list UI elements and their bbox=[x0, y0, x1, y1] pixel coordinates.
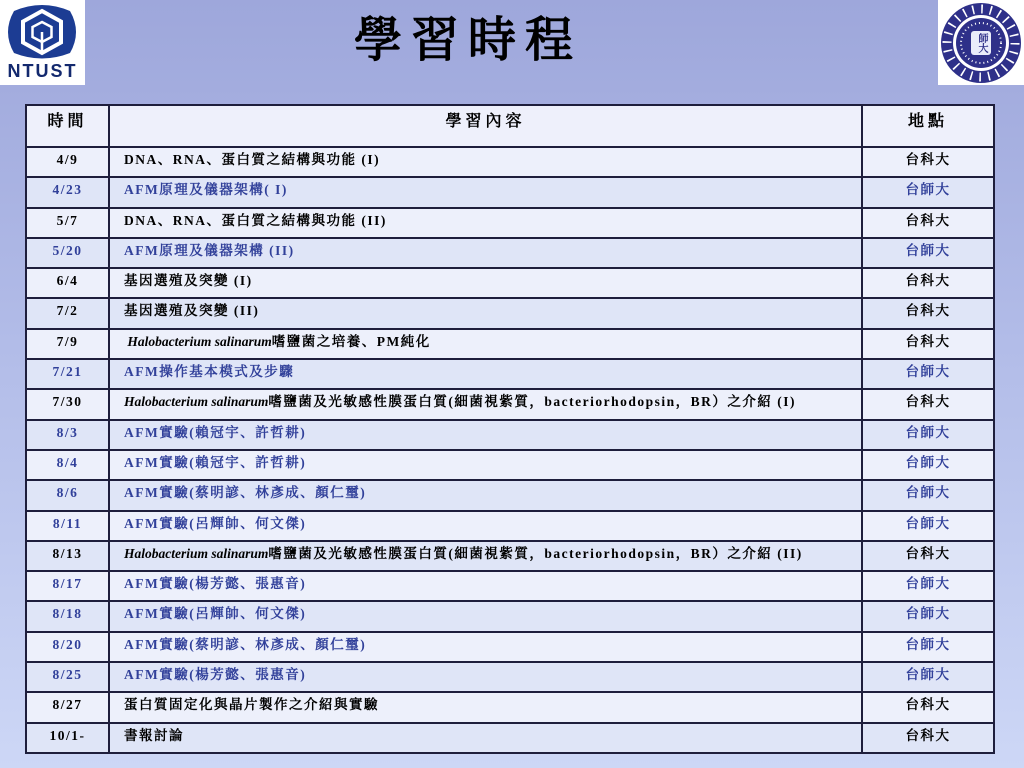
row-topic bbox=[109, 601, 862, 631]
schedule-row bbox=[26, 723, 994, 753]
row-topic bbox=[109, 147, 862, 177]
schedule-row bbox=[26, 541, 994, 571]
row-topic bbox=[109, 692, 862, 722]
row-date: 7/2 bbox=[26, 298, 109, 328]
row-topic-text: AFM實驗(蔡明諺、林彥成、顏仁璽) bbox=[124, 485, 367, 501]
schedule-row bbox=[26, 511, 994, 541]
schedule-row bbox=[26, 480, 994, 510]
schedule-row bbox=[26, 601, 994, 631]
row-location: 台科大 bbox=[862, 329, 994, 359]
row-topic-text: AFM實驗(賴冠宇、許哲耕) bbox=[124, 454, 307, 470]
row-date: 7/30 bbox=[26, 389, 109, 419]
schedule-row bbox=[26, 359, 994, 389]
row-location: 台師大 bbox=[862, 632, 994, 662]
schedule-table bbox=[25, 104, 995, 754]
schedule-header-row bbox=[26, 105, 994, 147]
row-topic-text: 書報討論 bbox=[124, 727, 184, 743]
row-location: 台師大 bbox=[862, 480, 994, 510]
row-topic bbox=[109, 177, 862, 207]
row-topic bbox=[109, 571, 862, 601]
row-topic-text: AFM實驗(呂輝帥、何文傑) bbox=[124, 606, 307, 622]
row-topic-text: DNA、RNA、蛋白質之結構與功能 (II) bbox=[124, 212, 387, 228]
schedule-row bbox=[26, 177, 994, 207]
row-topic-text: AFM原理及儀器架構( I) bbox=[124, 182, 288, 198]
row-date: 5/20 bbox=[26, 238, 109, 268]
row-topic bbox=[109, 541, 862, 571]
schedule-row bbox=[26, 389, 994, 419]
schedule-row bbox=[26, 571, 994, 601]
row-topic bbox=[109, 389, 862, 419]
row-location: 台師大 bbox=[862, 177, 994, 207]
schedule-row bbox=[26, 208, 994, 238]
ntust-logo bbox=[0, 0, 85, 85]
row-topic-text: AFM實驗(呂輝帥、何文傑) bbox=[124, 515, 307, 531]
row-topic-species: Halobacterium salinarum bbox=[124, 394, 269, 410]
schedule-row bbox=[26, 298, 994, 328]
row-topic bbox=[109, 208, 862, 238]
row-topic bbox=[109, 420, 862, 450]
row-date: 5/7 bbox=[26, 208, 109, 238]
row-topic bbox=[109, 329, 862, 359]
header-content: 學習內容 bbox=[109, 105, 862, 147]
row-location: 台科大 bbox=[862, 723, 994, 753]
row-location: 台師大 bbox=[862, 238, 994, 268]
schedule-row bbox=[26, 420, 994, 450]
row-topic-text: AFM實驗(楊芳懿、張惠音) bbox=[124, 667, 307, 683]
row-date: 4/23 bbox=[26, 177, 109, 207]
row-topic bbox=[109, 359, 862, 389]
row-topic-text: 嗜鹽菌及光敏感性膜蛋白質(細菌視紫質，bacteriorhodopsin，BR）之介紹 (I) bbox=[268, 394, 797, 410]
schedule-row bbox=[26, 329, 994, 359]
row-date: 10/1- bbox=[26, 723, 109, 753]
row-location: 台師大 bbox=[862, 662, 994, 692]
row-topic-text: AFM實驗(蔡明諺、林彥成、顏仁璽) bbox=[124, 636, 367, 652]
slide-title: 學習時程 bbox=[353, 14, 582, 67]
row-date: 8/13 bbox=[26, 541, 109, 571]
row-date: 8/17 bbox=[26, 571, 109, 601]
row-topic bbox=[109, 632, 862, 662]
row-topic-text: AFM實驗(楊芳懿、張惠音) bbox=[124, 576, 307, 592]
schedule-row bbox=[26, 238, 994, 268]
row-topic bbox=[109, 662, 862, 692]
row-location: 台科大 bbox=[862, 147, 994, 177]
row-topic bbox=[109, 450, 862, 480]
row-topic-text: AFM操作基本模式及步驟 bbox=[124, 364, 295, 380]
row-topic bbox=[109, 480, 862, 510]
row-date: 7/21 bbox=[26, 359, 109, 389]
row-date: 8/6 bbox=[26, 480, 109, 510]
row-location: 台師大 bbox=[862, 511, 994, 541]
row-location: 台科大 bbox=[862, 692, 994, 722]
row-date: 8/20 bbox=[26, 632, 109, 662]
row-location: 台師大 bbox=[862, 420, 994, 450]
row-topic-text: AFM原理及儀器架構 (II) bbox=[124, 242, 295, 258]
row-topic bbox=[109, 723, 862, 753]
ntnu-emblem-text: 師大 bbox=[976, 33, 987, 53]
row-topic bbox=[109, 511, 862, 541]
row-location: 台師大 bbox=[862, 359, 994, 389]
row-date: 8/18 bbox=[26, 601, 109, 631]
row-date: 8/27 bbox=[26, 692, 109, 722]
row-topic bbox=[109, 268, 862, 298]
row-location: 台師大 bbox=[862, 450, 994, 480]
row-topic bbox=[109, 238, 862, 268]
row-topic-text: 基因選殖及突變 (I) bbox=[124, 273, 253, 289]
row-topic-species: Halobacterium salinarum bbox=[124, 545, 269, 561]
row-topic-text: 基因選殖及突變 (II) bbox=[124, 303, 260, 319]
row-location: 台科大 bbox=[862, 268, 994, 298]
row-date: 7/9 bbox=[26, 329, 109, 359]
row-topic-text: AFM實驗(賴冠宇、許哲耕) bbox=[124, 424, 307, 440]
row-date: 8/3 bbox=[26, 420, 109, 450]
schedule-row bbox=[26, 662, 994, 692]
row-topic-text: DNA、RNA、蛋白質之結構與功能 (I) bbox=[124, 152, 381, 167]
ntust-logo-text: NTUST bbox=[7, 61, 78, 81]
schedule-row bbox=[26, 268, 994, 298]
schedule-row bbox=[26, 147, 994, 177]
row-date: 6/4 bbox=[26, 268, 109, 298]
schedule-header bbox=[26, 105, 994, 147]
row-date: 4/9 bbox=[26, 147, 109, 177]
schedule-row bbox=[26, 692, 994, 722]
row-location: 台科大 bbox=[862, 208, 994, 238]
row-location: 台科大 bbox=[862, 298, 994, 328]
row-topic-species: Halobacterium salinarum bbox=[124, 333, 272, 349]
row-date: 8/4 bbox=[26, 450, 109, 480]
row-topic-text: 蛋白質固定化與晶片製作之介紹與實驗 bbox=[124, 697, 379, 713]
ntnu-logo bbox=[938, 0, 1024, 85]
row-topic-text: 嗜鹽菌及光敏感性膜蛋白質(細菌視紫質，bacteriorhodopsin，BR）之介紹 (II) bbox=[268, 545, 803, 561]
row-date: 8/25 bbox=[26, 662, 109, 692]
row-location: 台師大 bbox=[862, 601, 994, 631]
header-location: 地點 bbox=[862, 105, 994, 147]
row-location: 台科大 bbox=[862, 541, 994, 571]
row-location: 台科大 bbox=[862, 389, 994, 419]
schedule-row bbox=[26, 632, 994, 662]
schedule-body bbox=[26, 147, 994, 753]
ntust-emblem-icon bbox=[0, 2, 85, 62]
header-time: 時間 bbox=[26, 105, 109, 147]
row-topic-text: 嗜鹽菌之培養、PM純化 bbox=[271, 333, 431, 349]
row-date: 8/11 bbox=[26, 511, 109, 541]
row-topic bbox=[109, 298, 862, 328]
schedule-row bbox=[26, 450, 994, 480]
row-location: 台師大 bbox=[862, 571, 994, 601]
